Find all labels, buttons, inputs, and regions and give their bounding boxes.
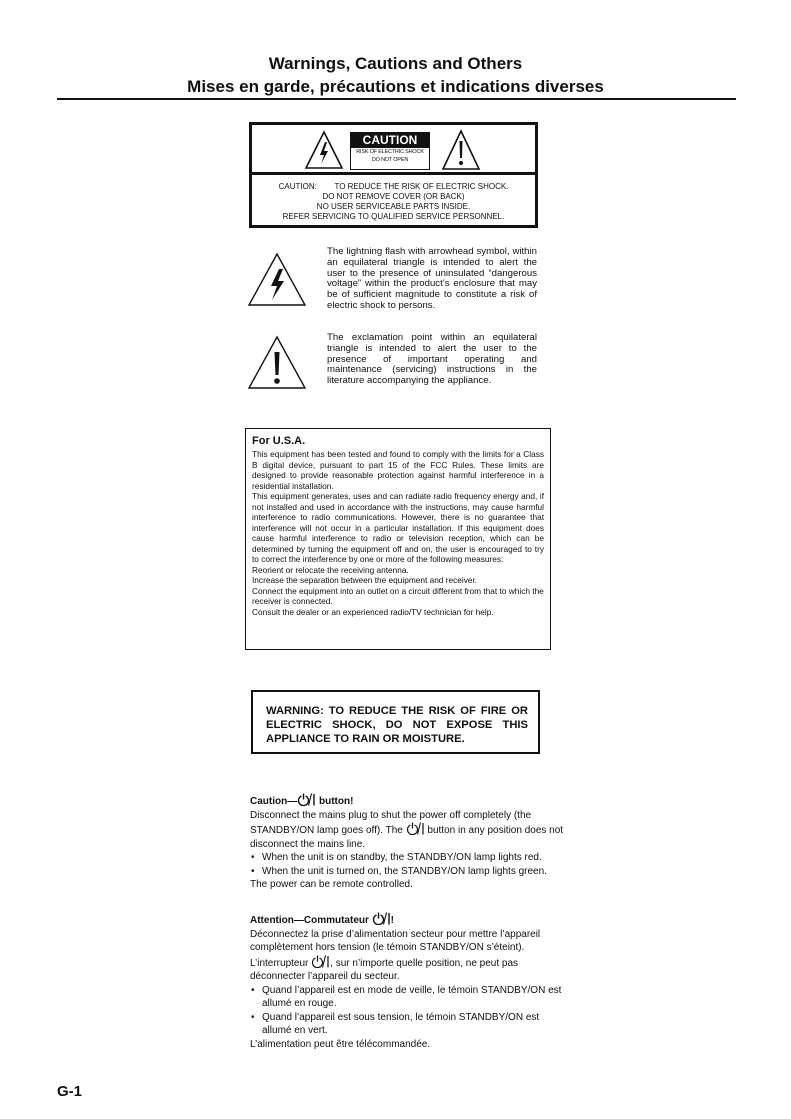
caution-line-4: REFER SERVICING TO QUALIFIED SERVICE PERSONNEL. [282,212,505,221]
caution-bullet-standby: • When the unit is on standby, the STANDBY/ON lamp lights red. [250,851,570,865]
caution-label-text [252,182,535,222]
exclamation-point-icon [247,335,307,391]
warning-text: WARNING: TO REDUCE THE RISK OF FIRE OR ELECTRIC SHOCK, DO NOT EXPOSE THIS APPLIANCE TO RAIN OR MOISTURE. [266,705,528,745]
title-divider [57,98,736,100]
fcc-paragraph-2: This equipment generates, uses and can radiate radio frequency energy and, if not installed and used in accordance with the instructions, may cause harmful interference to radio communications. However, there is no guarantee that interference will not occur in a particular installation. If this equipment does cause harmful interference to radio or television reception, which can be determined by turning the equipment off and on, the user is encouraged to try to correct the interference by one or more of the following measures: [252,491,544,564]
page-title-english: Warnings, Cautions and Others [268,54,523,73]
caution-word: CAUTION [351,133,429,148]
fcc-measure-3: Connect the equipment into an outlet on a circuit different from that to which the receiver is connected. [252,585,544,606]
caution-standby-section [250,793,570,892]
attention-heading-prefix: Attention—Commutateur [250,915,372,926]
caution-line-3: NO USER SERVICEABLE PARTS INSIDE. [316,202,471,211]
caution-remote-note: The power can be remote controlled. [250,879,413,890]
lightning-symbol-description: The lightning flash with arrowhead symbol, within an equilateral triangle is intended to alert the user to the presence of uninsulated “dangerous voltage” within the product’s enclosure that may be of sufficient magnitude to constitute a risk of electric shock to persons. [327,246,537,311]
caution-label-top [252,125,535,175]
caution-line-1: CAUTION: TO REDUCE THE RISK OF ELECTRIC SHOCK. [278,182,509,191]
caution-badge [350,132,430,170]
attention-paragraph-1: Déconnectez la prise d’alimentation secteur pour mettre l’appareil complètement hors tension (le témoin STANDBY/ON s’éteint). [250,928,541,953]
caution-heading-prefix: Caution— [250,796,298,807]
fcc-measure-2: Increase the separation between the equipment and receiver. [252,575,478,585]
page-number: G-1 [57,1083,83,1100]
exclamation-triangle-icon [441,129,481,171]
standby-on-icon [372,912,391,925]
exclamation-symbol-description: The exclamation point within an equilateral triangle is intended to alert the user to the presence of important operating and maintenance (servicing) instructions in the literature accompanying the appliance. [327,332,537,387]
lightning-triangle-icon [304,130,344,170]
fcc-compliance-box [245,428,551,650]
fcc-heading: For U.S.A. [252,435,306,447]
lightning-flash-icon [247,252,307,308]
standby-on-icon [406,822,425,835]
attention-standby-heading [250,912,570,928]
attention-remote-note: L’alimentation peut être télécommandée. [250,1038,431,1050]
do-not-open-text: DO NOT OPEN [371,157,409,163]
standby-on-icon [311,955,330,968]
caution-bullet-on: • When the unit is turned on, the STANDBY/ON lamp lights green. [250,865,570,879]
attention-bullet-standby: • Quand l’appareil est en mode de veille, le témoin STANDBY/ON est allumé en rouge. [250,984,570,1011]
attention-heading-suffix: ! [390,915,395,926]
caution-p1-end: button in any position does not disconnect the mains line. [250,825,564,850]
caution-heading-suffix: button! [316,796,354,807]
caution-line-2: DO NOT REMOVE COVER (OR BACK) [322,192,465,201]
caution-p1-start: Disconnect the mains plug to shut the power off completely (the STANDBY/ON lamp goes off). The [250,809,532,836]
standby-on-icon [297,793,316,806]
caution-standby-paragraph [250,809,570,852]
caution-label [249,122,538,228]
attention-paragraph-2 [250,955,570,984]
fcc-measure-4: Consult the dealer or an experienced radio/TV technician for help. [252,606,494,617]
risk-of-shock-text: RISK OF ELECTRIC SHOCK [356,149,424,155]
fcc-measure-1: Reorient or relocate the receiving antenna. [252,564,409,575]
warning-box [251,690,540,754]
attention-p2-end: , sur n’importe quelle position, ne peut pas déconnecter l’appareil du secteur. [250,957,519,982]
attention-standby-section [250,912,570,1051]
caution-standby-heading [250,793,570,809]
page-title-french: Mises en garde, précautions et indications diverses [187,77,604,96]
attention-bullet-on: • Quand l’appareil est sous tension, le témoin STANDBY/ON est allumé en vert. [250,1011,570,1038]
attention-p2-start: L’interrupteur [250,957,312,969]
fcc-paragraph-1: This equipment has been tested and found to comply with the limits for a Class B digital device, pursuant to part 15 of the FCC Rules. These limits are designed to provide reasonable protection against harmful interference in a residential installation. [252,449,544,491]
